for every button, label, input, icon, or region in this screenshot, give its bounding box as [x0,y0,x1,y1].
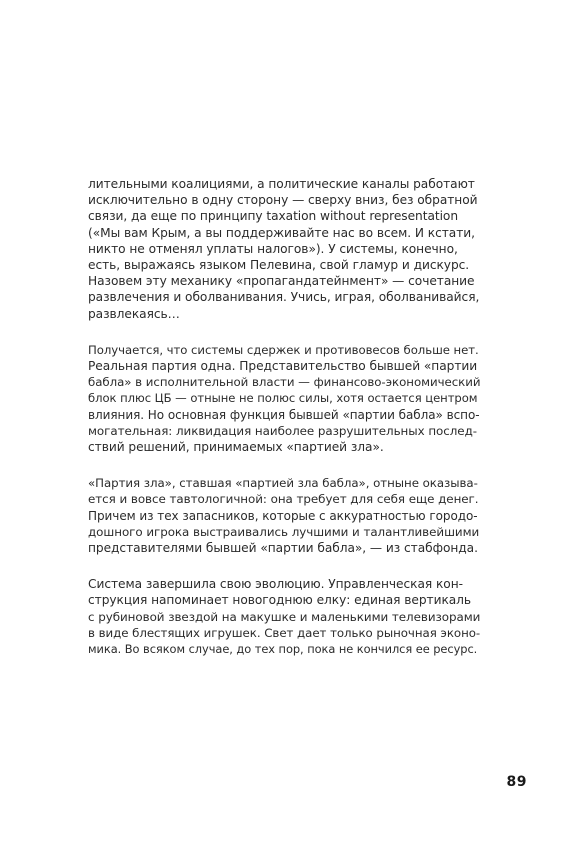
text-line: Причем из тех запасников, которые с аккуратностью городо- [88,508,478,523]
page-number: 89 [506,774,527,790]
text-line: Реальная партия одна. Представительство бывшей «партии [88,359,478,374]
text-line: развлечения и оболванивания. Учись, играя, оболванивайся, [88,290,480,305]
text-line: исключительно в одну сторону — сверху вниз, без обратной [88,193,478,208]
text-line: ется и вовсе тавтологичной: она требует для себя еще денег. [88,492,479,507]
text-line: «Партия зла», ставшая «партией зла бабла», отныне оказыва- [88,476,478,491]
text-line: в виде блестящих игрушек. Свет дает только рыночная эконо- [88,625,481,640]
text-line: Система завершила свою эволюцию. Управленческая кон- [88,577,463,592]
text-line: дошного игрока выстраивались лучшими и талантливейшими [88,524,480,539]
text-line: блок плюс ЦБ — отныне не полюс силы, хотя остается центром [88,391,478,406]
text-line: струкция напоминает новогоднюю елку: единая вертикаль [88,593,472,608]
text-line: представителями бывшей «партии бабла», — из стабфонда. [88,541,478,556]
text-line: ствий решений, принимаемых «партией зла». [88,440,384,455]
text-line: Назовем эту механику «пропагандатейнмент» — сочетание [88,274,475,289]
body-text [88,176,480,677]
text-line: связи, да еще по принципу taxation without representation [88,209,459,224]
text-line: мика. Во всяком случае, до тех пор, пока не кончился ее ресурс. [88,642,478,657]
text-line: («Мы вам Крым, а вы поддерживайте нас во всем. И кстати, [88,225,475,240]
text-line: бабла» в исполнительной власти — финансово-экономический [88,375,481,390]
text-line: Получается, что системы сдержек и противовесов больше нет. [88,342,479,357]
text-line: могательная: ликвидация наиболее разрушительных послед- [88,423,477,438]
text-line: развлекаясь… [88,306,180,321]
text-line: никто не отменял уплаты налогов»). У системы, конечно, [88,241,458,256]
paragraph-4 [88,576,480,657]
paragraph-1 [88,176,480,322]
text-line: с рубиновой звездой на макушке и маленькими телевизорами [88,609,481,624]
text-line: влияния. Но основная функция бывшей «партии бабла» вспо- [88,407,480,422]
text-line: есть, выражаясь языком Пелевина, свой гламур и дискурс. [88,258,470,273]
paragraph-2 [88,342,480,455]
paragraph-3 [88,475,480,556]
text-line: лительными коалициями, а политические каналы работают [88,177,475,191]
